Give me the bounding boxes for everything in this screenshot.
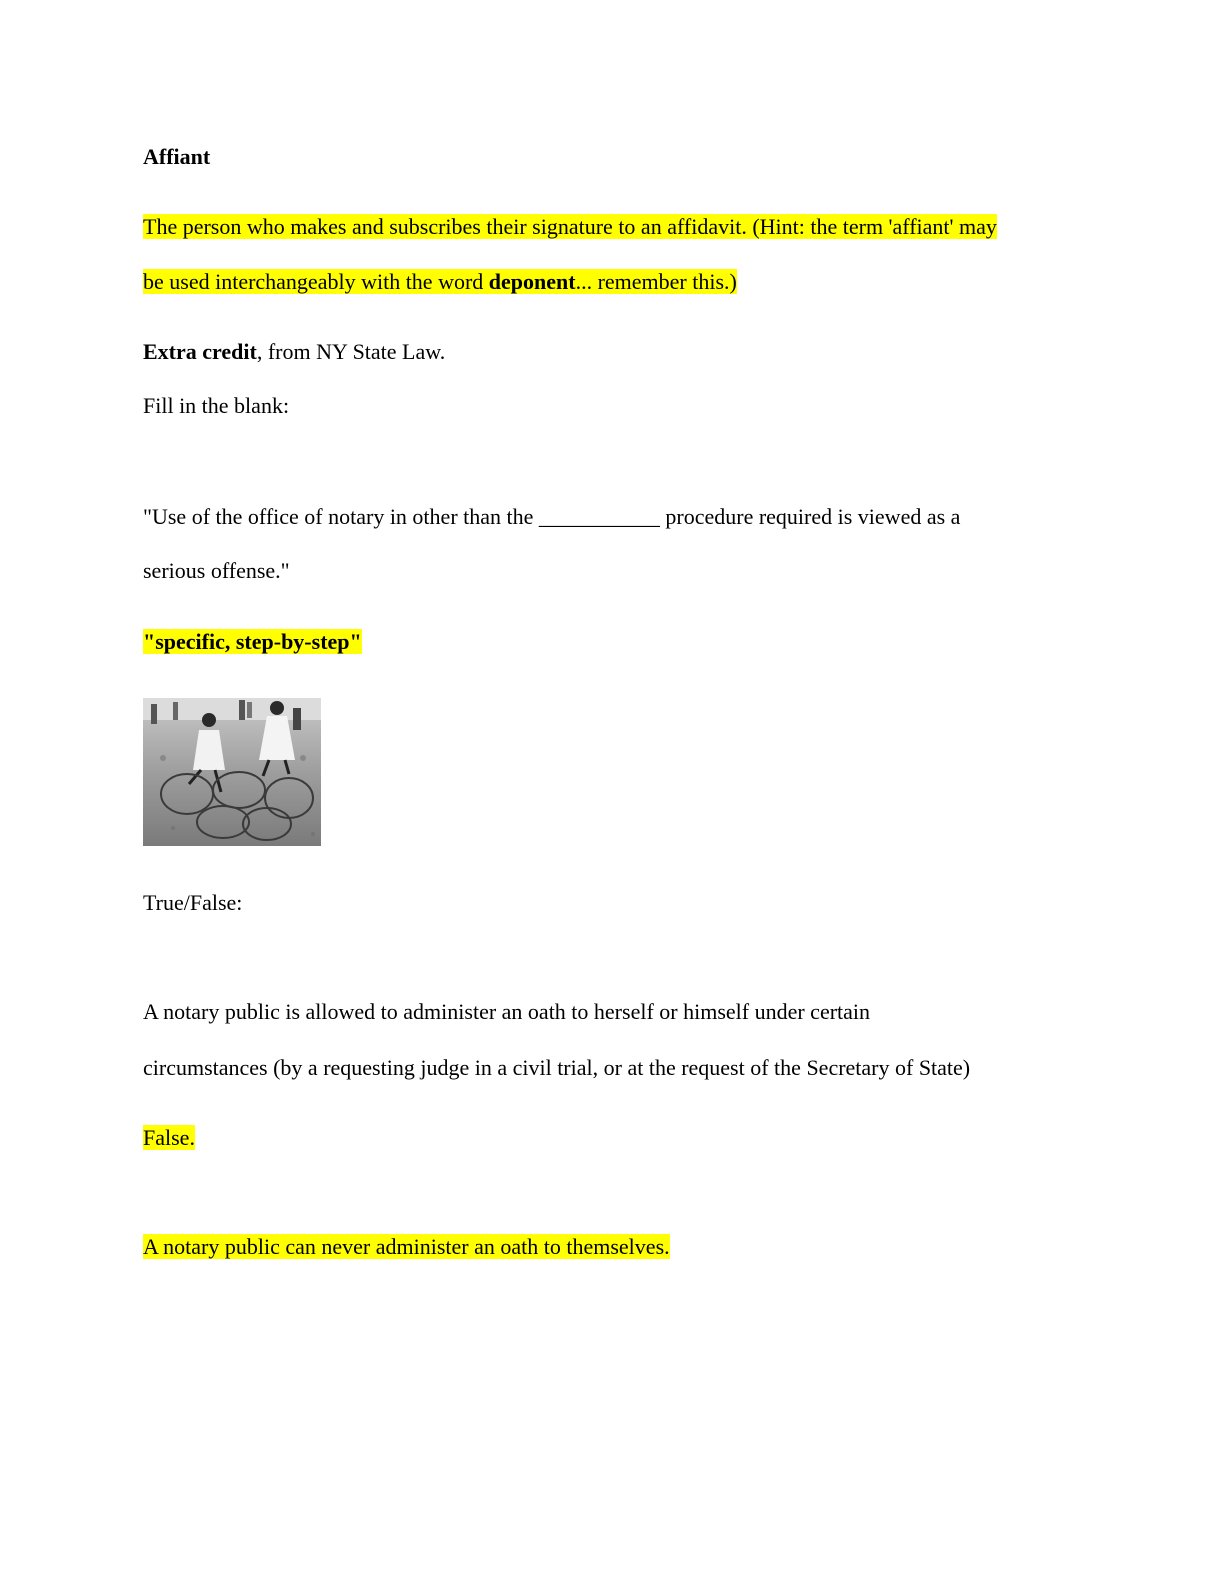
- extra-credit-line: [143, 339, 445, 365]
- definition-line-1: [143, 214, 997, 240]
- quote-line-1: "Use of the office of notary in other than the ___________ procedure required is viewed as a: [143, 504, 961, 529]
- true-false-prompt: True/False:: [143, 890, 243, 915]
- definition-highlight-2: [143, 269, 737, 294]
- definition-text-2a: be used interchangeably with the word: [143, 269, 489, 294]
- definition-line-2: [143, 269, 737, 295]
- quote-line-2: serious offense.": [143, 558, 290, 583]
- explanation-text: A notary public can never administer an oath to themselves.: [143, 1234, 670, 1259]
- fill-in-prompt: Fill in the blank:: [143, 393, 290, 418]
- statement-line-1: A notary public is allowed to administer an oath to herself or himself under certain: [143, 999, 871, 1024]
- true-false-answer-text: False.: [143, 1125, 195, 1150]
- heading: [143, 144, 210, 170]
- definition-text-1: The person who makes and subscribes their signature to an affidavit. (Hint: the term 'affiant' may: [143, 214, 997, 239]
- statement-line-2: circumstances (by a requesting judge in a civil trial, or at the request of the Secretary of State): [143, 1055, 971, 1080]
- fill-in-answer: [143, 629, 362, 655]
- explanation: [143, 1234, 670, 1260]
- definition-text-2b: ... remember this.): [575, 269, 737, 294]
- heading-text: Affiant: [143, 144, 211, 169]
- children-hopscotch-photo: [143, 698, 321, 846]
- true-false-answer: [143, 1125, 195, 1151]
- extra-credit-source: , from NY State Law.: [256, 339, 446, 364]
- extra-credit-label: Extra credit: [143, 339, 257, 364]
- fill-in-answer-text: "specific, step-by-step": [143, 629, 362, 654]
- definition-term: deponent: [488, 269, 576, 294]
